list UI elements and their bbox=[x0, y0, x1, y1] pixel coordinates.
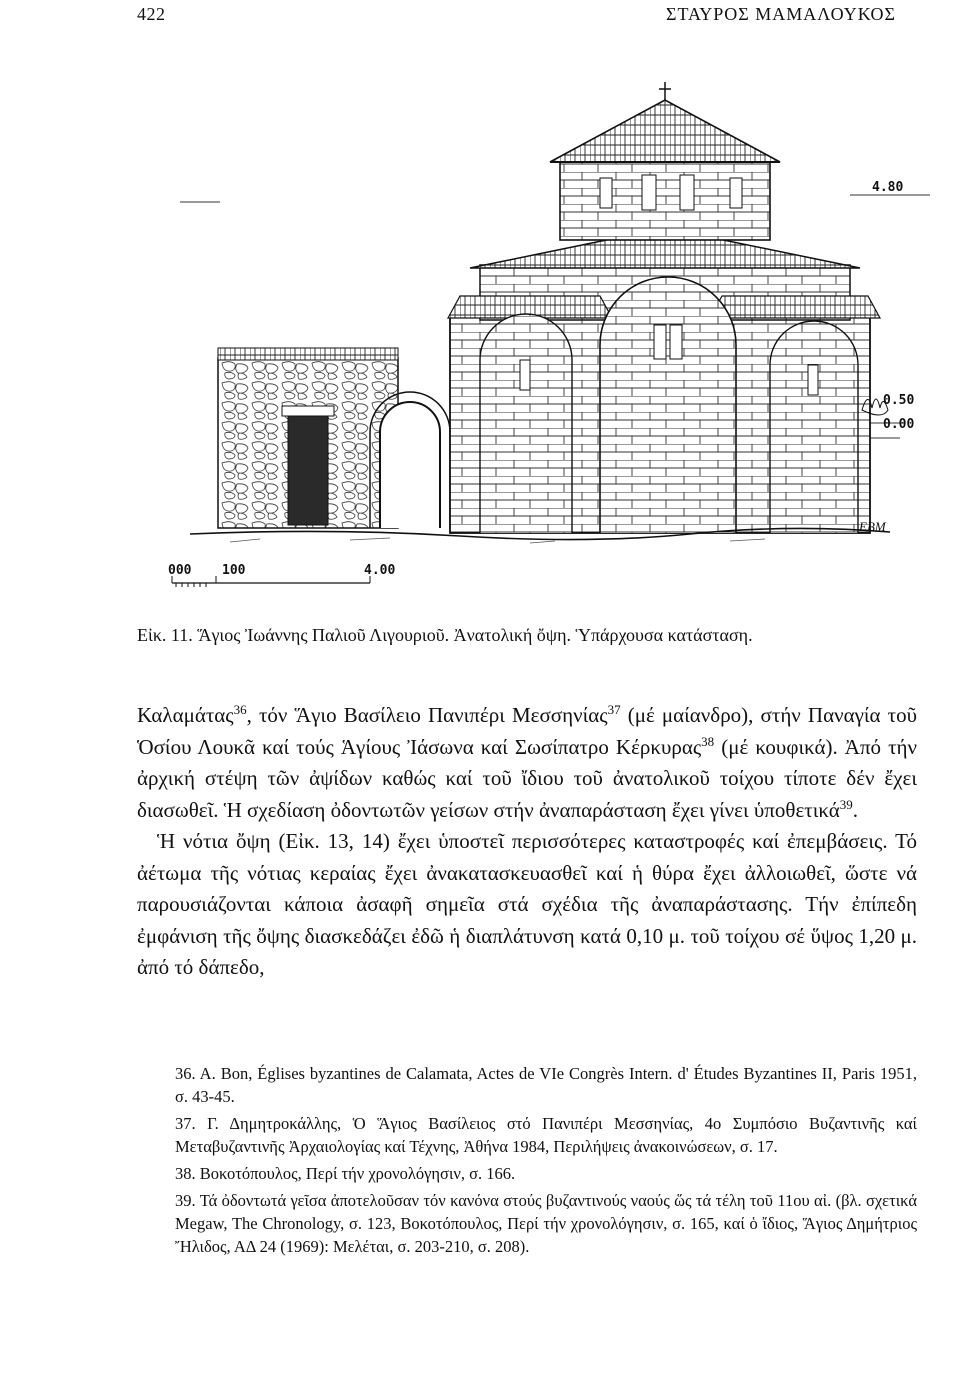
body-text bbox=[137, 700, 917, 984]
p1-text-e: . bbox=[852, 797, 859, 822]
p1-text-c: (μέ μαίανδρο), στήν Παναγία τοῦ Ὁσίου Λουκᾶ καί τούς Ἁγίους Ἰάσωνα καί Σωσίπατρο Κέρκυρας bbox=[137, 703, 917, 759]
footnotes bbox=[175, 1062, 917, 1262]
footnote-39: 39. Τά ὀδοντωτά γεῖσα ἀποτελοῦσαν τόν κανόνα στούς βυζαντινούς ναούς ὥς τά τέλη τοῦ 11ου αἰ. (βλ. σχετικά Megaw, The Chronology, σ. 123, Βοκοτόπουλος, Περί τήν χρονολόγησιν, σ. 165, καί ὁ ἴδιος, Ἅγιος Δημήτριος Ἤλιδος, ΑΔ 24 (1969): Μελέται, σ. 203-210, σ. 208). bbox=[175, 1191, 917, 1256]
level-label-0.50: 0.50 bbox=[883, 393, 915, 408]
running-title: ΣΤΑΥΡΟΣ ΜΑΜΑΛΟΥΚΟΣ bbox=[666, 4, 896, 24]
footnote-ref-39[interactable]: 39 bbox=[839, 796, 853, 812]
draftsman-signature: ΕΒΜ bbox=[859, 519, 886, 534]
footnote-ref-38[interactable]: 38 bbox=[701, 733, 715, 749]
p1-text-b: , τόν Ἅγιο Βασίλειο Πανιπέρι Μεσσηνίας bbox=[246, 703, 608, 727]
footnote-ref-36[interactable]: 36 bbox=[233, 702, 247, 717]
church-east-elevation-drawing bbox=[130, 60, 930, 600]
footnote-ref-37[interactable]: 37 bbox=[607, 702, 621, 717]
paragraph-1 bbox=[137, 700, 917, 826]
p1-text-d: (μέ κουφικά). Ἀπό τήν ἀρχική στέψη τῶν ἀψίδων καθώς καί τοῦ ἴδιου τοῦ ἀνατολικοῦ τοίχου τίποτε δέν ἔχει διασωθεῖ. Ἡ σχεδίαση ὀδοντωτῶν γείσων στήν ἀναπαράσταση ἔχει γίνει ὑποθετικά bbox=[137, 734, 917, 822]
level-label-4.80: 4.80 bbox=[872, 180, 904, 195]
p1-text-a: Καλαμάτας bbox=[137, 703, 234, 727]
paragraph-2: Ἡ νότια ὄψη (Εἰκ. 13, 14) ἔχει ὑποστεῖ περισσότερες καταστροφές καί ἐπεμβάσεις. Τό ἀέτωμα τῆς νότιας κεραίας ἔχει ἀνακατασκευασθεῖ καί ἡ θύρα ἔχει ἀλλοιωθεῖ, ὥστε νά παρουσιάζονται κάποια ἀσαφῆ σημεῖα στά σχέδια τῆς ἀναπαράστασης. Τήν ἐπίπεδη ἐμφάνιση τῆς ὄψης διασκεδάζει ἐδῶ ἡ διαπλάτυνση κατά 0,10 μ. τοῦ τοίχου σέ ὕψος 1,20 μ. ἀπό τό δάπεδο, bbox=[137, 829, 917, 979]
scale-label-000: 000 bbox=[168, 563, 192, 578]
page-number: 422 bbox=[137, 4, 166, 24]
scale-label-400: 4.00 bbox=[364, 563, 396, 578]
level-label-0.00: 0.00 bbox=[883, 417, 915, 432]
figure-caption: Εἰκ. 11. Ἅγιος Ἰωάννης Παλιοῦ Λιγουριοῦ. Ἀνατολική ὄψη. Ὑπάρχουσα κατάσταση. bbox=[137, 625, 753, 645]
footnote-37: 37. Γ. Δημητροκάλλης, Ὁ Ἅγιος Βασίλειος στό Πανιπέρι Μεσσηνίας, 4ο Συμπόσιο Βυζαντινῆς καί Μεταβυζαντινῆς Ἀρχαιολογίας καί Τέχνης, Ἀθήνα 1984, Περιλήψεις ἀνακοινώσεων, σ. 17. bbox=[175, 1114, 917, 1156]
footnote-38: 38. Βοκοτόπουλος, Περί τήν χρονολόγησιν, σ. 166. bbox=[175, 1164, 516, 1183]
scale-label-100: 100 bbox=[222, 563, 246, 578]
footnote-36: 36. A. Bon, Églises byzantines de Calamata, Actes de VIe Congrès Intern. d' Études Byzantines II, Paris 1951, σ. 43-45. bbox=[175, 1064, 917, 1106]
